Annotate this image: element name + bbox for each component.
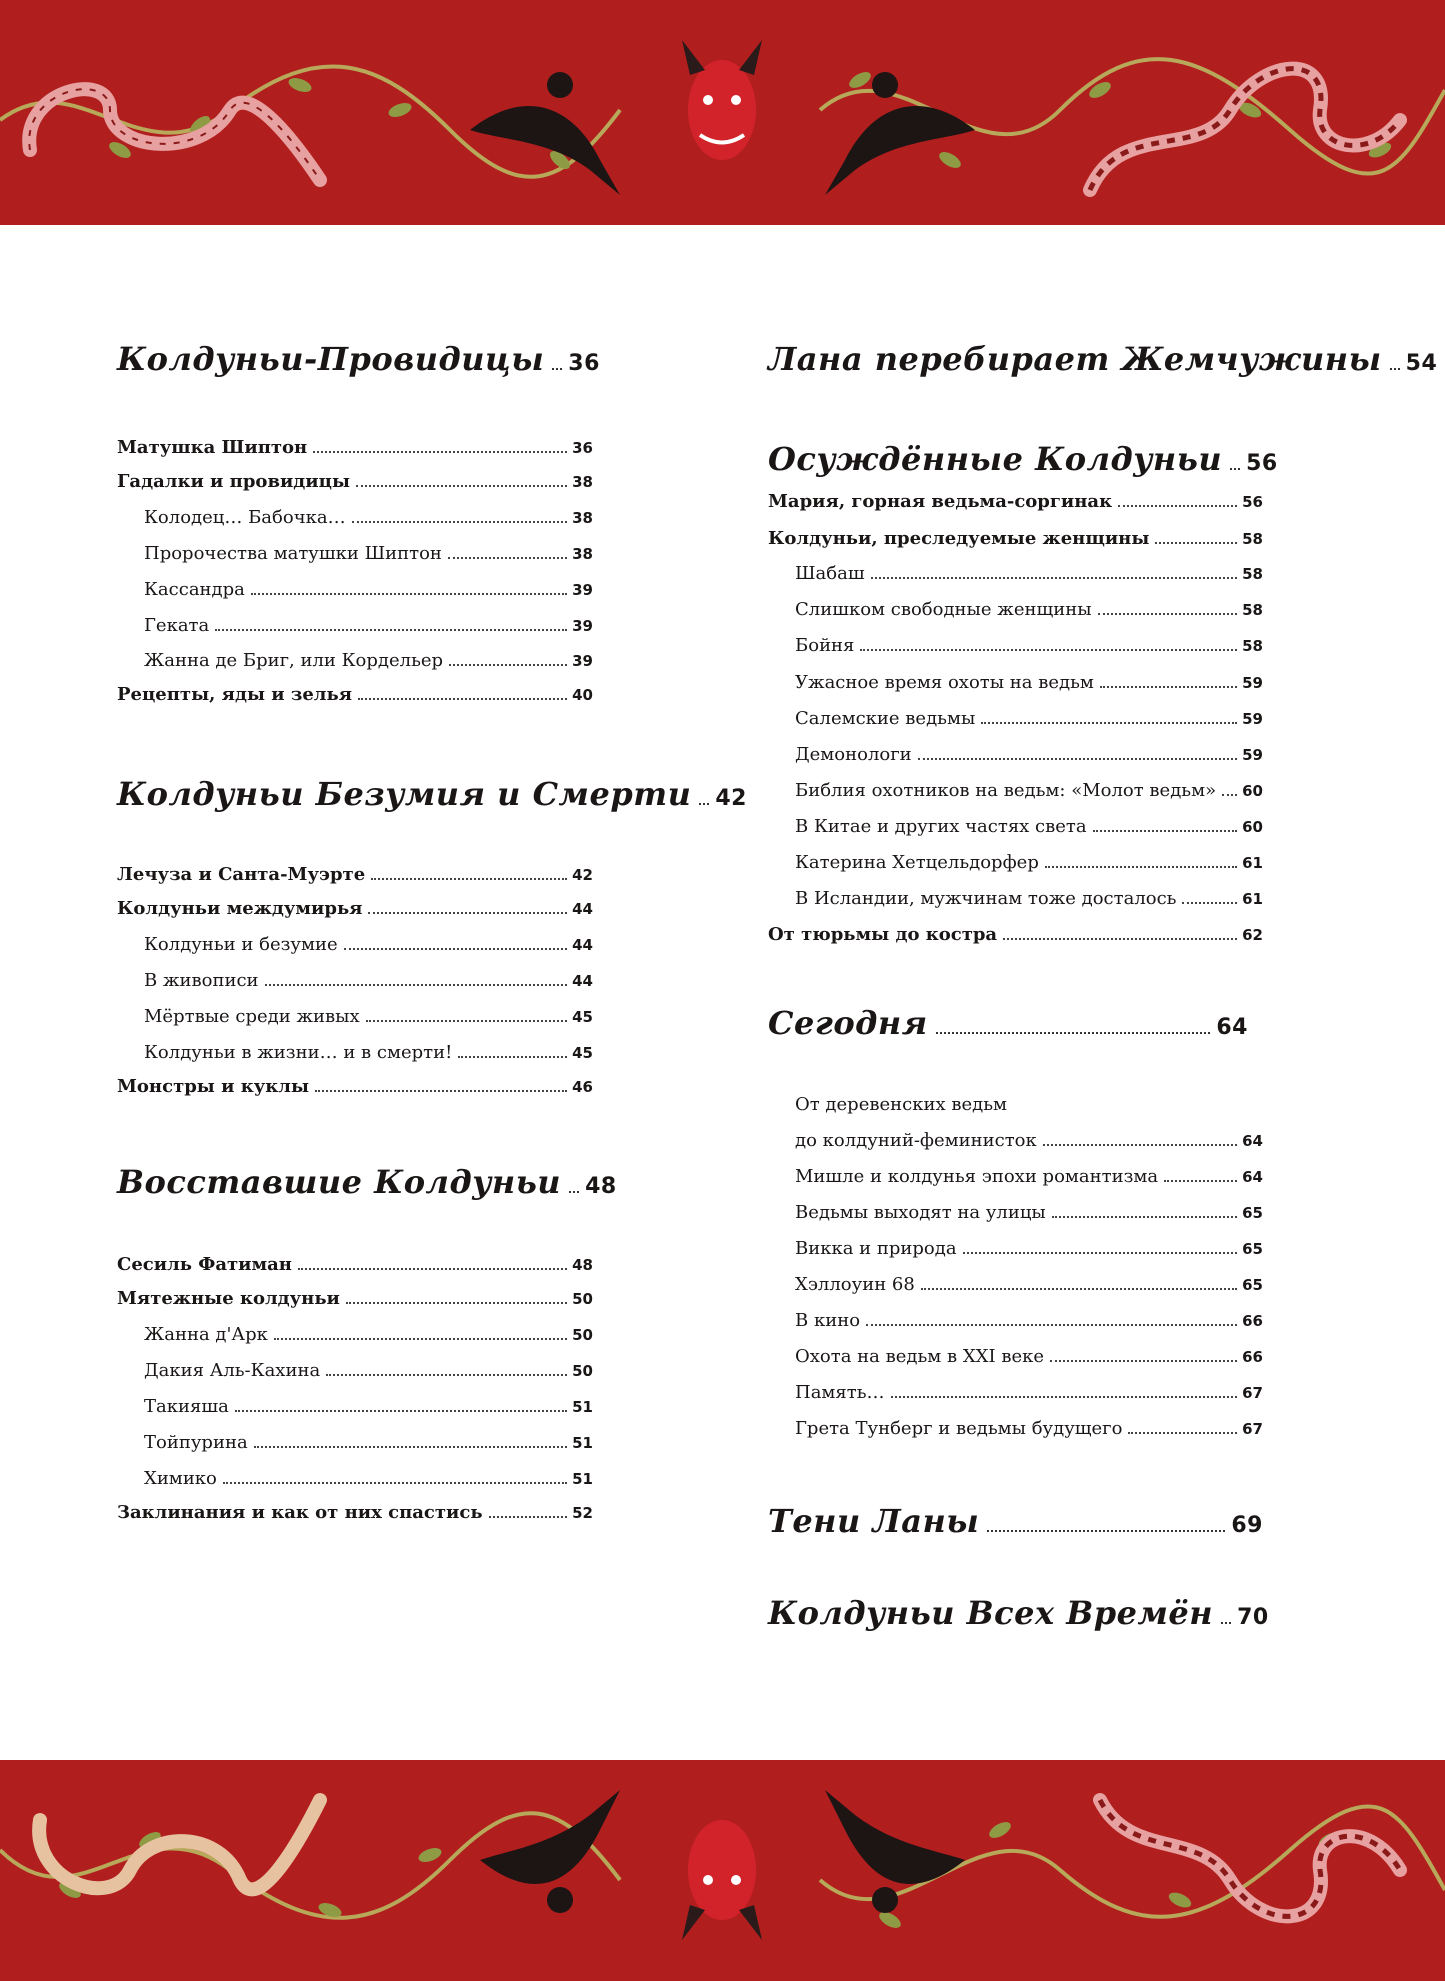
toc-entry-title: Сесиль Фатиман	[117, 1254, 292, 1275]
toc-entry[interactable]	[117, 684, 593, 705]
toc-subentry[interactable]	[117, 579, 593, 600]
dot-leader	[1052, 1216, 1237, 1218]
toc-entry-title: Гадалки и провидицы	[117, 471, 350, 492]
toc-entry-title: Колдуньи Всех Времён	[768, 1594, 1214, 1632]
toc-page-number: 36	[572, 439, 593, 457]
dot-leader	[326, 1374, 567, 1376]
dot-leader	[449, 664, 567, 666]
demon-mask-icon	[682, 40, 762, 160]
toc-subentry[interactable]	[768, 744, 1263, 765]
dot-leader	[489, 1516, 568, 1518]
toc-subentry[interactable]	[768, 1166, 1263, 1187]
toc-page-number: 64	[1242, 1132, 1263, 1150]
toc-entry-title: Заклинания и как от них спастись	[117, 1502, 483, 1523]
toc-entry-title: Геката	[144, 615, 210, 636]
dot-leader	[298, 1268, 567, 1270]
toc-entry-title: Мятежные колдуньи	[117, 1288, 340, 1309]
toc-page-number: 42	[572, 866, 593, 884]
toc-entry[interactable]	[768, 491, 1263, 512]
dot-leader	[569, 1191, 579, 1193]
toc-page-number: 42	[715, 786, 747, 811]
dot-leader	[346, 1302, 567, 1304]
toc-page-number: 58	[1242, 601, 1263, 619]
toc-section-heading[interactable]	[117, 1163, 617, 1201]
dot-leader	[368, 912, 567, 914]
dot-leader	[1100, 686, 1237, 688]
dot-leader	[866, 1324, 1237, 1326]
toc-page-number: 66	[1242, 1348, 1263, 1366]
toc-section-heading[interactable]	[117, 340, 600, 378]
toc-entry-title: Хэллоуин 68	[795, 1274, 915, 1295]
toc-subentry[interactable]	[768, 1310, 1263, 1331]
toc-page-number: 56	[1246, 451, 1278, 476]
toc-entry-title: Охота на ведьм в XXI веке	[795, 1346, 1045, 1367]
toc-entry[interactable]	[117, 1288, 593, 1309]
dot-leader	[274, 1338, 567, 1340]
toc-entry-title: Библия охотников на ведьм: «Молот ведьм»	[795, 780, 1217, 801]
dot-leader	[1182, 902, 1237, 904]
toc-page-number: 48	[572, 1256, 593, 1274]
toc-entry-title: Колдуньи и безумие	[144, 934, 338, 955]
toc-page-number: 61	[1242, 854, 1263, 872]
toc-subentry[interactable]	[117, 1042, 593, 1063]
toc-entry-title: Колодец… Бабочка…	[144, 507, 346, 528]
toc-entry-title: Катерина Хетцельдорфер	[795, 852, 1039, 873]
toc-page-number: 70	[1237, 1605, 1269, 1630]
toc-entry-title: Бойня	[795, 635, 855, 656]
snake-icon	[39, 1800, 320, 1889]
toc-entry[interactable]	[117, 1254, 593, 1275]
toc-page-number: 45	[572, 1044, 593, 1062]
toc-subentry[interactable]	[117, 615, 593, 636]
toc-page-number: 44	[572, 900, 593, 918]
toc-entry-title: Тойпурина	[144, 1432, 248, 1453]
dot-leader	[860, 649, 1237, 651]
toc-subentry[interactable]	[768, 1274, 1263, 1295]
toc-entry-title: Шабаш	[795, 563, 865, 584]
dot-leader	[1043, 1144, 1237, 1146]
toc-subentry[interactable]	[768, 563, 1263, 584]
dot-leader	[235, 1410, 567, 1412]
toc-page-number: 56	[1242, 493, 1263, 511]
toc-page-number: 59	[1242, 746, 1263, 764]
toc-subentry[interactable]	[117, 934, 593, 955]
toc-page-number: 61	[1242, 890, 1263, 908]
toc-entry-title: Мёртвые среди живых	[144, 1006, 360, 1027]
toc-page-number: 38	[572, 473, 593, 491]
dot-leader	[371, 878, 567, 880]
toc-page-number: 60	[1242, 818, 1263, 836]
toc-entry-title: Дакия Аль-Кахина	[144, 1360, 321, 1381]
toc-subentry[interactable]	[117, 507, 593, 528]
toc-entry[interactable]	[117, 1076, 593, 1097]
toc-page-number: 51	[572, 1470, 593, 1488]
toc-subentry[interactable]	[117, 1396, 593, 1417]
toc-entry-title: Грета Тунберг и ведьмы будущего	[795, 1418, 1123, 1439]
dot-leader	[1128, 1432, 1237, 1434]
toc-page-number: 58	[1242, 637, 1263, 655]
toc-page-number: 39	[572, 581, 593, 599]
toc-page-number: 65	[1242, 1240, 1263, 1258]
dot-leader	[344, 948, 567, 950]
snake-icon	[1100, 1800, 1400, 1916]
dot-leader	[1003, 938, 1237, 940]
dot-leader	[1098, 613, 1238, 615]
dot-leader	[1050, 1360, 1237, 1362]
toc-section-heading[interactable]	[768, 1594, 1269, 1632]
toc-page-number: 39	[572, 617, 593, 635]
toc-section-heading[interactable]	[117, 775, 747, 813]
toc-subentry[interactable]	[768, 1130, 1263, 1151]
toc-subentry[interactable]	[768, 1418, 1263, 1439]
ornament-illustration	[0, 0, 1445, 225]
toc-page-number: 36	[568, 351, 600, 376]
toc-section-heading[interactable]	[768, 340, 1438, 378]
toc-subentry[interactable]	[768, 1346, 1263, 1367]
toc-entry-title: Ужасное время охоты на ведьм	[795, 672, 1094, 693]
dot-leader	[552, 368, 562, 370]
dot-leader	[315, 1090, 567, 1092]
toc-subentry[interactable]	[768, 1238, 1263, 1259]
toc-section-heading[interactable]	[768, 1502, 1263, 1540]
dot-leader	[963, 1252, 1238, 1254]
toc-entry-title: Память…	[795, 1382, 885, 1403]
dot-leader	[448, 557, 567, 559]
toc-subentry[interactable]	[117, 1432, 593, 1453]
toc-entry-title: В Китае и других частях света	[795, 816, 1087, 837]
toc-subentry[interactable]	[768, 1382, 1263, 1403]
dot-leader	[699, 803, 709, 805]
dot-leader	[1093, 830, 1238, 832]
bottom-ornament-band	[0, 1760, 1445, 1981]
toc-subentry[interactable]	[117, 970, 593, 991]
toc-entry[interactable]	[117, 437, 593, 458]
toc-page-number: 60	[1242, 782, 1263, 800]
toc-page-number: 58	[1242, 530, 1263, 548]
toc-entry-title: Химико	[144, 1468, 217, 1489]
toc-entry-title: до колдуний-феминисток	[795, 1130, 1037, 1151]
toc-page-number: 51	[572, 1398, 593, 1416]
toc-entry-title: Осуждённые Колдуньи	[768, 440, 1223, 478]
toc-page-number: 52	[572, 1504, 593, 1522]
dot-leader	[215, 629, 567, 631]
toc-entry-title: Слишком свободные женщины	[795, 599, 1092, 620]
toc-entry[interactable]	[117, 864, 593, 885]
dot-leader	[921, 1288, 1237, 1290]
dot-leader	[936, 1032, 1211, 1034]
toc-section-heading[interactable]	[768, 1004, 1248, 1042]
toc-entry-title: Рецепты, яды и зелья	[117, 684, 353, 705]
dot-leader	[1390, 368, 1400, 370]
dot-leader	[1164, 1180, 1237, 1182]
dot-leader	[981, 722, 1237, 724]
toc-page-number: 67	[1242, 1420, 1263, 1438]
toc-page-number: 69	[1231, 1513, 1263, 1538]
toc-page-number: 44	[572, 936, 593, 954]
toc-page-number: 54	[1405, 351, 1438, 376]
toc-page-number: 64	[1216, 1015, 1248, 1040]
dot-leader	[223, 1482, 567, 1484]
toc-entry-title: Ведьмы выходят на улицы	[795, 1202, 1046, 1223]
toc-entry-title: Лана перебирает Жемчужины	[768, 340, 1382, 378]
toc-entry-title: Колдуньи междумирья	[117, 898, 363, 919]
toc-page-number: 65	[1242, 1204, 1263, 1222]
toc-subentry[interactable]	[117, 1006, 593, 1027]
toc-subentry[interactable]	[768, 635, 1263, 656]
dot-leader	[871, 577, 1238, 579]
toc-entry-title: Колдуньи-Провидицы	[117, 340, 545, 378]
toc-entry-title: Сегодня	[768, 1004, 928, 1042]
toc-entry[interactable]	[117, 471, 593, 492]
toc-subentry[interactable]	[768, 1202, 1263, 1223]
dot-leader	[891, 1396, 1238, 1398]
toc-page-number: 46	[572, 1078, 593, 1096]
toc-subentry[interactable]	[117, 1360, 593, 1381]
toc-entry-title: Мишле и колдунья эпохи романтизма	[795, 1166, 1159, 1187]
toc-page-number: 45	[572, 1008, 593, 1026]
toc-subentry[interactable]	[117, 650, 593, 671]
toc-subentry[interactable]	[768, 780, 1263, 801]
toc-entry-title: Мария, горная ведьма-соргинак	[768, 491, 1113, 512]
toc-page-number: 44	[572, 972, 593, 990]
toc-entry-title: Демонологи	[795, 744, 912, 765]
toc-page-number: 59	[1242, 674, 1263, 692]
toc-subentry[interactable]	[117, 1468, 593, 1489]
toc-entry-title: Колдуньи, преследуемые женщины	[768, 528, 1150, 549]
dot-leader	[1155, 542, 1237, 544]
dot-leader	[352, 521, 568, 523]
top-ornament-band	[0, 0, 1445, 225]
dot-leader	[458, 1056, 567, 1058]
dot-leader	[254, 1446, 567, 1448]
toc-page-number: 51	[572, 1434, 593, 1452]
toc-entry-title: Такияша	[144, 1396, 229, 1417]
toc-page-number: 38	[572, 545, 593, 563]
toc-entry[interactable]	[117, 898, 593, 919]
crow-icon	[825, 72, 975, 195]
dot-leader	[987, 1530, 1225, 1532]
toc-page-number: 50	[572, 1362, 593, 1380]
toc-page-number: 48	[585, 1174, 617, 1199]
toc-entry-title: Тени Ланы	[768, 1502, 980, 1540]
toc-subentry[interactable]	[768, 816, 1263, 837]
toc-page-number: 67	[1242, 1384, 1263, 1402]
toc-entry-title: Жанна д'Арк	[144, 1324, 268, 1345]
toc-subentry[interactable]	[768, 599, 1263, 620]
dot-leader	[1222, 794, 1237, 796]
toc-entry-title: Монстры и куклы	[117, 1076, 309, 1097]
dot-leader	[313, 451, 567, 453]
ornament-illustration	[0, 1760, 1445, 1981]
toc-entry[interactable]	[117, 1502, 593, 1523]
toc-entry-title: Колдуньи в жизни… и в смерти!	[144, 1042, 453, 1063]
toc-page-number: 38	[572, 509, 593, 527]
dot-leader	[366, 1020, 568, 1022]
toc-subentry[interactable]	[768, 1094, 1263, 1115]
toc-entry-title: В Исландии, мужчинам тоже досталось	[795, 888, 1177, 909]
toc-entry-title: Салемские ведьмы	[795, 708, 976, 729]
toc-subentry[interactable]	[768, 672, 1263, 693]
dot-leader	[265, 984, 568, 986]
dot-leader	[1118, 505, 1237, 507]
toc-entry-title: В живописи	[144, 970, 259, 991]
dot-leader	[251, 593, 567, 595]
toc-page-number: 40	[572, 686, 593, 704]
toc-entry-title: Матушка Шиптон	[117, 437, 308, 458]
dot-leader	[1221, 1622, 1231, 1624]
dot-leader	[1230, 468, 1240, 470]
toc-entry-title: Колдуньи Безумия и Смерти	[117, 775, 692, 813]
toc-entry[interactable]	[768, 528, 1263, 549]
toc-subentry[interactable]	[117, 1324, 593, 1345]
toc-page-number: 58	[1242, 565, 1263, 583]
toc-entry-title: В кино	[795, 1310, 861, 1331]
dot-leader	[358, 698, 567, 700]
dot-leader	[356, 485, 567, 487]
toc-subentry[interactable]	[768, 852, 1263, 873]
toc-page-number: 50	[572, 1326, 593, 1344]
toc-page-number: 50	[572, 1290, 593, 1308]
toc-page-number: 39	[572, 652, 593, 670]
toc-page-number: 59	[1242, 710, 1263, 728]
toc-entry-title: Викка и природа	[795, 1238, 957, 1259]
toc-entry[interactable]	[768, 924, 1263, 945]
toc-entry-title: Кассандра	[144, 579, 245, 600]
toc-page-number: 66	[1242, 1312, 1263, 1330]
toc-entry-title: От деревенских ведьм	[795, 1094, 1008, 1115]
snake-icon	[29, 89, 320, 180]
toc-subentry[interactable]	[117, 543, 593, 564]
dot-leader	[1045, 866, 1237, 868]
toc-page-number: 62	[1242, 926, 1263, 944]
demon-mask-icon	[682, 1820, 762, 1940]
dot-leader	[918, 758, 1237, 760]
toc-entry-title: Пророчества матушки Шиптон	[144, 543, 442, 564]
toc-entry-title: Лечуза и Санта-Муэрте	[117, 864, 366, 885]
toc-page-number: 64	[1242, 1168, 1263, 1186]
toc-entry-title: Восставшие Колдуньи	[117, 1163, 562, 1201]
toc-subentry[interactable]	[768, 888, 1263, 909]
toc-entry-title: От тюрьмы до костра	[768, 924, 998, 945]
toc-page-number: 65	[1242, 1276, 1263, 1294]
toc-section-heading[interactable]	[768, 440, 1278, 478]
toc-subentry[interactable]	[768, 708, 1263, 729]
toc-entry-title: Жанна де Бриг, или Кордельер	[144, 650, 444, 671]
